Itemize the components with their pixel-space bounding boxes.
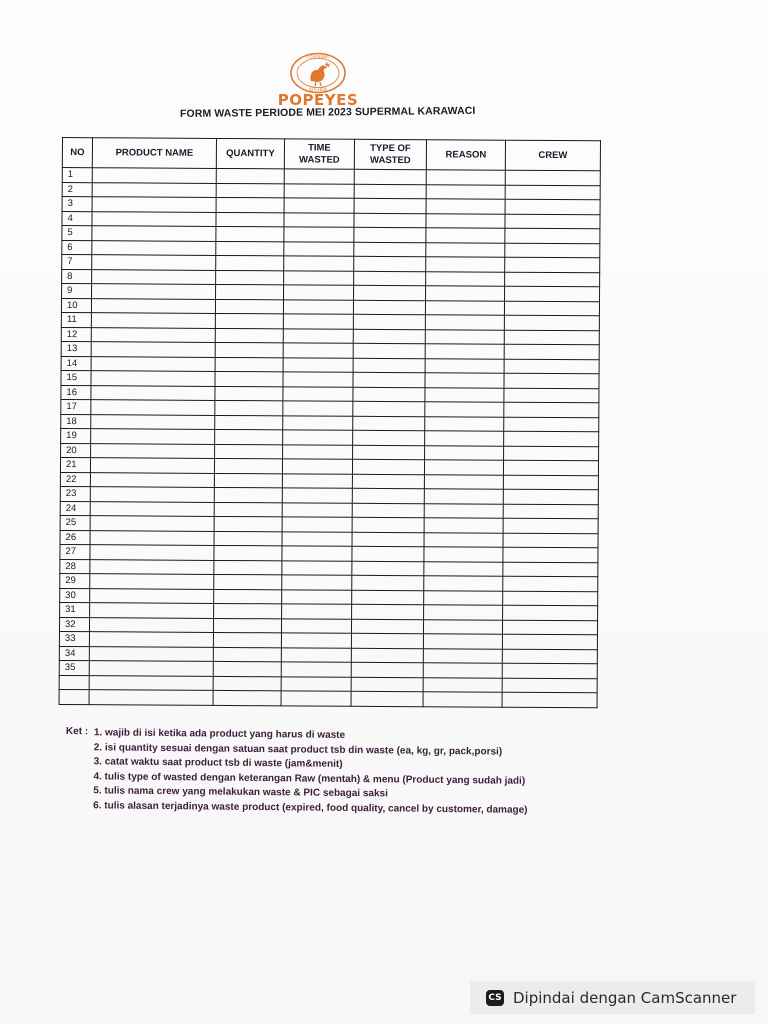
blank-cell <box>216 284 284 299</box>
blank-cell <box>351 677 423 692</box>
blank-cell <box>216 197 284 212</box>
blank-cell <box>423 677 502 692</box>
blank-cell <box>502 620 597 635</box>
row-number <box>59 675 89 690</box>
blank-cell <box>424 576 503 591</box>
form-title: FORM WASTE PERIODE MEI 2023 SUPERMAL KARAWACI <box>179 104 476 120</box>
row-number: 16 <box>61 385 91 400</box>
blank-cell <box>282 575 352 590</box>
blank-cell <box>215 444 283 459</box>
blank-cell <box>284 183 354 198</box>
notes-list <box>65 726 626 819</box>
row-number: 18 <box>61 414 91 429</box>
blank-cell <box>503 518 598 533</box>
blank-cell <box>215 328 283 343</box>
blank-cell <box>504 301 599 316</box>
blank-cell <box>90 559 214 574</box>
blank-cell <box>281 633 351 648</box>
blank-cell <box>216 212 284 227</box>
blank-cell <box>424 474 503 489</box>
row-number: 34 <box>59 646 89 661</box>
blank-cell <box>284 256 354 271</box>
blank-cell <box>214 589 282 604</box>
blank-cell <box>505 228 600 243</box>
row-number: 23 <box>60 486 90 501</box>
blank-cell <box>504 330 599 345</box>
blank-cell <box>281 618 351 633</box>
blank-cell <box>351 648 423 663</box>
blank-cell <box>353 329 425 344</box>
blank-cell <box>424 503 503 518</box>
row-number: 21 <box>60 457 90 472</box>
blank-cell <box>281 691 351 706</box>
blank-cell <box>90 603 214 618</box>
row-number: 5 <box>62 226 92 241</box>
blank-cell <box>503 576 598 591</box>
blank-cell <box>215 371 283 386</box>
blank-cell <box>213 647 281 662</box>
camscanner-watermark <box>470 981 755 1014</box>
blank-cell <box>353 358 425 373</box>
blank-cell <box>214 502 282 517</box>
blank-cell <box>282 560 352 575</box>
notes-section <box>65 726 626 819</box>
blank-cell <box>505 257 600 272</box>
blank-cell <box>214 458 282 473</box>
blank-cell <box>213 661 281 676</box>
blank-cell <box>216 226 284 241</box>
blank-cell <box>423 634 502 649</box>
logo-ring-top-text: LOUISIANA <box>307 54 329 60</box>
row-number: 17 <box>61 399 91 414</box>
blank-cell <box>424 561 503 576</box>
row-number: 12 <box>61 327 91 342</box>
blank-cell <box>353 416 425 431</box>
blank-cell <box>92 168 216 183</box>
blank-cell <box>213 618 281 633</box>
blank-cell <box>284 227 354 242</box>
blank-cell <box>91 429 215 444</box>
column-header-line1: TIME <box>308 142 331 154</box>
blank-cell <box>215 400 283 415</box>
row-number: 26 <box>60 530 90 545</box>
blank-cell <box>426 242 505 257</box>
blank-cell <box>426 213 505 228</box>
column-header <box>62 138 92 168</box>
blank-cell <box>282 589 352 604</box>
blank-cell <box>91 342 215 357</box>
blank-cell <box>214 545 282 560</box>
table-body <box>59 168 600 708</box>
row-number: 14 <box>61 356 91 371</box>
blank-cell <box>505 243 600 258</box>
column-header-line1: QUANTITY <box>226 147 275 159</box>
row-number: 9 <box>62 284 92 299</box>
blank-cell <box>284 285 354 300</box>
blank-cell <box>351 662 423 677</box>
blank-cell <box>502 663 597 678</box>
blank-cell <box>424 532 503 547</box>
blank-cell <box>92 269 216 284</box>
blank-cell <box>353 372 425 387</box>
blank-cell <box>353 314 425 329</box>
blank-cell <box>423 663 502 678</box>
row-number: 25 <box>60 515 90 530</box>
blank-cell <box>504 373 599 388</box>
blank-cell <box>502 678 597 693</box>
popeyes-logo <box>268 52 368 110</box>
note-item: 2. isi quantity sesuai dengan satuan saat product tsb din waste (ea, kg, gr, pack,porsi) <box>93 741 503 758</box>
blank-cell <box>91 414 215 429</box>
blank-cell <box>426 257 505 272</box>
blank-cell <box>425 416 504 431</box>
blank-cell <box>216 241 284 256</box>
blank-cell <box>352 488 424 503</box>
column-header <box>426 140 505 170</box>
row-number: 31 <box>60 602 90 617</box>
blank-cell <box>352 575 424 590</box>
blank-cell <box>213 632 281 647</box>
blank-cell <box>353 401 425 416</box>
blank-cell <box>504 315 599 330</box>
blank-cell <box>214 531 282 546</box>
logo-ring-bottom-text: KITCHEN <box>309 87 327 92</box>
blank-cell <box>284 270 354 285</box>
blank-cell <box>281 662 351 677</box>
row-number: 32 <box>59 617 89 632</box>
blank-cell <box>504 359 599 374</box>
blank-cell <box>504 402 599 417</box>
blank-cell <box>352 459 424 474</box>
blank-cell <box>425 300 504 315</box>
row-number: 22 <box>60 472 90 487</box>
blank-cell <box>502 649 597 664</box>
blank-cell <box>426 199 505 214</box>
blank-cell <box>354 184 426 199</box>
blank-cell <box>283 372 353 387</box>
blank-cell <box>504 417 599 432</box>
blank-cell <box>90 472 214 487</box>
blank-cell <box>215 429 283 444</box>
column-header-line2: WASTED <box>299 153 340 166</box>
blank-cell <box>282 473 352 488</box>
blank-cell <box>425 329 504 344</box>
blank-cell <box>426 286 505 301</box>
row-number: 24 <box>60 501 90 516</box>
blank-cell <box>505 185 600 200</box>
blank-cell <box>424 547 503 562</box>
blank-cell <box>283 299 353 314</box>
blank-cell <box>283 386 353 401</box>
column-header <box>354 139 426 169</box>
blank-cell <box>89 646 213 661</box>
blank-cell <box>354 242 426 257</box>
blank-cell <box>283 415 353 430</box>
table-row <box>59 689 597 707</box>
blank-cell <box>281 647 351 662</box>
blank-cell <box>90 545 214 560</box>
blank-cell <box>91 327 215 342</box>
blank-cell <box>352 503 424 518</box>
column-header <box>92 138 216 169</box>
blank-cell <box>353 300 425 315</box>
row-number: 15 <box>61 370 91 385</box>
row-number: 8 <box>62 269 92 284</box>
blank-cell <box>352 517 424 532</box>
blank-cell <box>503 547 598 562</box>
blank-cell <box>354 285 426 300</box>
blank-cell <box>352 474 424 489</box>
blank-cell <box>424 605 503 620</box>
row-number: 13 <box>61 341 91 356</box>
blank-cell <box>354 271 426 286</box>
row-number: 4 <box>62 211 92 226</box>
blank-cell <box>216 183 284 198</box>
blank-cell <box>352 590 424 605</box>
blank-cell <box>215 342 283 357</box>
column-header-line1: TYPE OF <box>370 142 411 154</box>
blank-cell <box>284 212 354 227</box>
blank-cell <box>214 603 282 618</box>
blank-cell <box>505 272 600 287</box>
blank-cell <box>425 387 504 402</box>
blank-cell <box>283 357 353 372</box>
blank-cell <box>502 692 597 707</box>
blank-cell <box>215 386 283 401</box>
blank-cell <box>503 591 598 606</box>
column-header <box>284 139 354 169</box>
blank-cell <box>425 344 504 359</box>
blank-cell <box>216 255 284 270</box>
blank-cell <box>424 518 503 533</box>
blank-cell <box>351 633 423 648</box>
column-header <box>505 140 600 171</box>
blank-cell <box>354 256 426 271</box>
blank-cell <box>215 357 283 372</box>
blank-cell <box>503 533 598 548</box>
blank-cell <box>214 516 282 531</box>
blank-cell <box>503 504 598 519</box>
blank-cell <box>426 271 505 286</box>
blank-cell <box>354 198 426 213</box>
blank-cell <box>92 211 216 226</box>
blank-cell <box>353 387 425 402</box>
blank-cell <box>352 532 424 547</box>
row-number: 10 <box>61 298 91 313</box>
column-header-line2: WASTED <box>370 154 411 166</box>
blank-cell <box>91 400 215 415</box>
blank-cell <box>216 168 284 183</box>
blank-cell <box>354 227 426 242</box>
blank-cell <box>354 169 426 184</box>
blank-cell <box>424 489 503 504</box>
camscanner-text: Dipindai dengan CamScanner <box>513 988 737 1007</box>
blank-cell <box>283 444 353 459</box>
column-header-line1: CREW <box>538 149 568 161</box>
blank-cell <box>89 632 213 647</box>
notes-prefix: Ket : <box>65 726 89 738</box>
blank-cell <box>425 431 504 446</box>
blank-cell <box>216 270 284 285</box>
blank-cell <box>426 184 505 199</box>
blank-cell <box>503 605 598 620</box>
blank-cell <box>425 315 504 330</box>
blank-cell <box>214 473 282 488</box>
blank-cell <box>91 443 215 458</box>
blank-cell <box>91 371 215 386</box>
row-number: 27 <box>60 544 90 559</box>
blank-cell <box>426 170 505 185</box>
blank-cell <box>353 430 425 445</box>
row-number: 19 <box>61 428 91 443</box>
blank-cell <box>215 299 283 314</box>
blank-cell <box>282 502 352 517</box>
blank-cell <box>283 401 353 416</box>
blank-cell <box>92 182 216 197</box>
row-number: 3 <box>62 197 92 212</box>
brand-name: POPEYES <box>277 91 359 109</box>
blank-cell <box>504 344 599 359</box>
blank-cell <box>90 530 214 545</box>
note-item: 3. catat waktu saat product tsb di waste (jam&menit) <box>93 756 343 770</box>
row-number: 1 <box>62 168 92 183</box>
note-item: 6. tulis alasan terjadinya waste product (expired, food quality, cancel by customer, damage) <box>93 799 528 816</box>
row-number: 28 <box>60 559 90 574</box>
blank-cell <box>213 690 281 705</box>
blank-cell <box>92 284 216 299</box>
blank-cell <box>352 546 424 561</box>
column-header-line1: PRODUCT NAME <box>115 146 194 159</box>
blank-cell <box>503 460 598 475</box>
blank-cell <box>283 430 353 445</box>
blank-cell <box>424 590 503 605</box>
blank-cell <box>215 415 283 430</box>
blank-cell <box>91 385 215 400</box>
blank-cell <box>282 546 352 561</box>
row-number: 29 <box>60 573 90 588</box>
blank-cell <box>89 661 213 676</box>
blank-cell <box>351 619 423 634</box>
blank-cell <box>351 691 423 706</box>
blank-cell <box>425 402 504 417</box>
blank-cell <box>423 692 502 707</box>
blank-cell <box>423 619 502 634</box>
row-number <box>59 689 89 704</box>
note-item: 5. tulis nama crew yang melakukan waste & PIC sebagai saksi <box>93 785 388 800</box>
blank-cell <box>505 170 600 185</box>
blank-cell <box>504 431 599 446</box>
column-header-line1: NO <box>70 146 85 158</box>
blank-cell <box>90 588 214 603</box>
blank-cell <box>502 634 597 649</box>
blank-cell <box>92 197 216 212</box>
blank-cell <box>90 501 214 516</box>
note-item: 4. tulis type of wasted dengan keterangan Raw (mentah) & menu (Product yang sudah jadi) <box>93 770 526 787</box>
blank-cell <box>215 313 283 328</box>
note-item: 1. wajib di isi ketika ada product yang harus di waste <box>93 727 346 741</box>
blank-cell <box>354 213 426 228</box>
blank-cell <box>91 298 215 313</box>
blank-cell <box>284 198 354 213</box>
blank-cell <box>282 517 352 532</box>
row-number: 11 <box>61 312 91 327</box>
blank-cell <box>503 562 598 577</box>
row-number: 7 <box>62 255 92 270</box>
row-number: 33 <box>59 631 89 646</box>
blank-cell <box>281 676 351 691</box>
blank-cell <box>424 460 503 475</box>
blank-cell <box>92 255 216 270</box>
blank-cell <box>213 676 281 691</box>
blank-cell <box>282 531 352 546</box>
waste-table <box>59 137 601 708</box>
blank-cell <box>503 489 598 504</box>
blank-cell <box>352 561 424 576</box>
blank-cell <box>283 343 353 358</box>
blank-cell <box>425 445 504 460</box>
rooster-logo-icon <box>289 52 347 94</box>
blank-cell <box>352 604 424 619</box>
blank-cell <box>505 199 600 214</box>
blank-cell <box>505 286 600 301</box>
blank-cell <box>214 487 282 502</box>
blank-cell <box>89 617 213 632</box>
blank-cell <box>282 488 352 503</box>
waste-table-container <box>59 137 600 708</box>
row-number: 30 <box>60 588 90 603</box>
blank-cell <box>503 475 598 490</box>
blank-cell <box>92 240 216 255</box>
blank-cell <box>90 516 214 531</box>
blank-cell <box>283 328 353 343</box>
blank-cell <box>283 314 353 329</box>
blank-cell <box>91 313 215 328</box>
blank-cell <box>282 459 352 474</box>
blank-cell <box>353 343 425 358</box>
blank-cell <box>504 446 599 461</box>
blank-cell <box>425 373 504 388</box>
blank-cell <box>89 675 213 690</box>
row-number: 6 <box>62 240 92 255</box>
column-header-line1: REASON <box>445 148 487 161</box>
blank-cell <box>90 458 214 473</box>
row-number: 35 <box>59 660 89 675</box>
blank-cell <box>284 169 354 184</box>
blank-cell <box>214 560 282 575</box>
blank-cell <box>425 358 504 373</box>
blank-cell <box>92 226 216 241</box>
row-number: 2 <box>62 182 92 197</box>
blank-cell <box>282 604 352 619</box>
blank-cell <box>426 228 505 243</box>
table-header-row <box>62 138 600 171</box>
blank-cell <box>214 574 282 589</box>
row-number: 20 <box>61 443 91 458</box>
blank-cell <box>91 356 215 371</box>
camscanner-icon: CS <box>486 990 504 1006</box>
blank-cell <box>504 388 599 403</box>
blank-cell <box>505 214 600 229</box>
blank-cell <box>90 574 214 589</box>
blank-cell <box>284 241 354 256</box>
blank-cell <box>423 648 502 663</box>
column-header <box>216 138 284 168</box>
blank-cell <box>353 445 425 460</box>
blank-cell <box>90 487 214 502</box>
blank-cell <box>89 690 213 705</box>
